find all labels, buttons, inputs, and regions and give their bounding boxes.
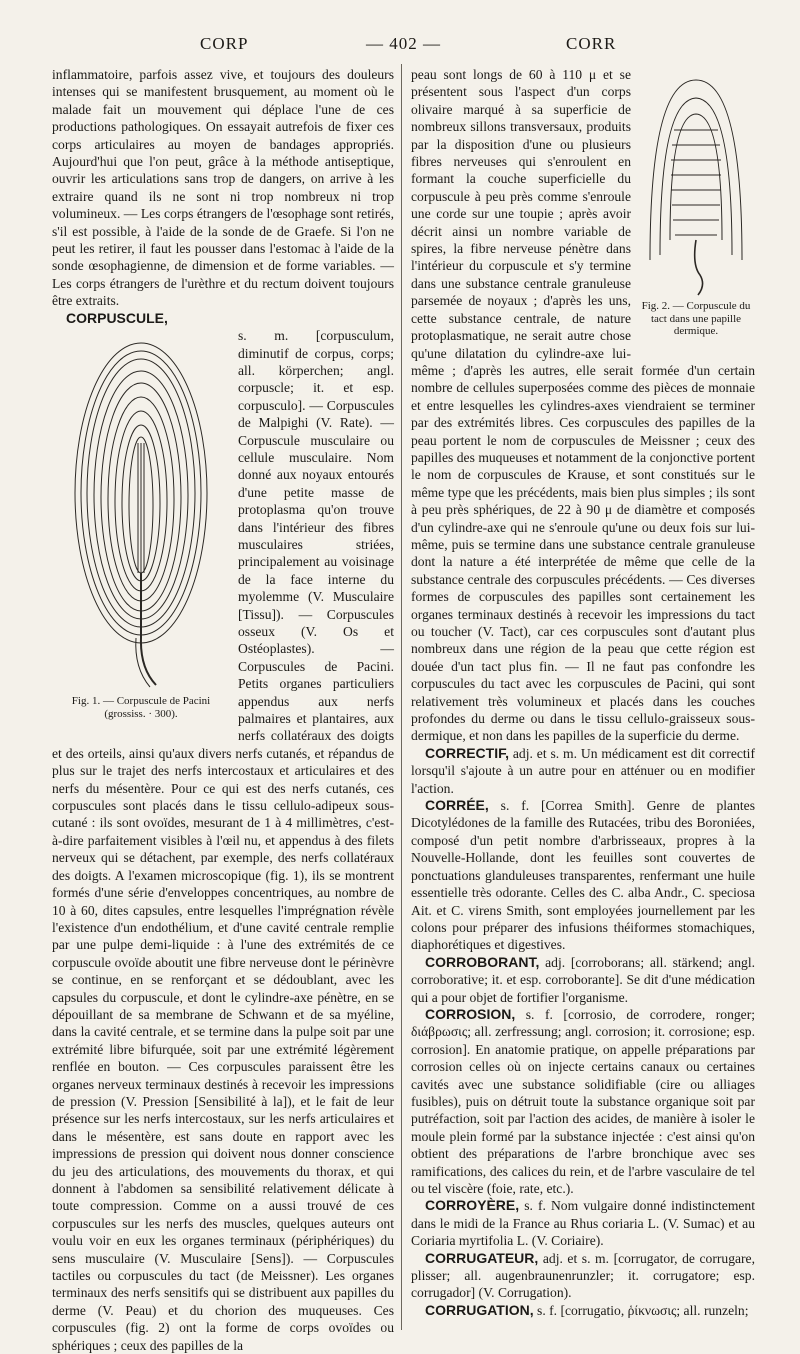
entry-corroborant — [411, 954, 755, 1006]
definition-corroborant: adj. [corroborans; all. stärkend; angl. corroborative; it. et esp. corroborante]. Se dit d'une médication qui a pour objet de fortifier l'organisme. — [411, 954, 755, 1005]
entry-corree — [411, 797, 755, 954]
entry-corpuscule — [52, 310, 394, 327]
figure-1-caption: Fig. 1. — Corpuscule de Pacini (grossiss. · 300). — [71, 695, 211, 720]
meissner-corpuscule-illustration — [640, 70, 752, 298]
right-column — [411, 66, 755, 1328]
definition-correctif: adj. et s. m. Un médicament est dit correctif lorsqu'il s'ajoute à un autre pour en atténuer ou en modifier l'action. — [411, 745, 755, 796]
left-column — [52, 66, 394, 1353]
figure-1-pacini — [52, 333, 230, 733]
running-header — [0, 34, 800, 56]
definition-corrugateur: adj. et s. m. [corrugator, de corrugare, plisser; all. augenbraunenrunzler; it. corrugatore; esp. corrugador] (V. Corrugation). — [411, 1250, 755, 1301]
entry-corrugation — [411, 1302, 755, 1319]
header-right-guideword: CORR — [566, 34, 617, 53]
header-left-guideword: CORP — [200, 34, 249, 53]
entry-corrosion — [411, 1006, 755, 1197]
definition-corroyere: s. f. Nom vulgaire donné indistinctement dans le midi de la France au Rhus coriaria L. (V. Sumac) et au Coriaria myrtifolia L. (V. Coriaire). — [411, 1198, 755, 1249]
headword-corrosion: CORROSION, — [425, 1005, 516, 1022]
page-number: — 402 — — [366, 34, 441, 53]
entry-corroyere — [411, 1197, 755, 1249]
headword-correctif: CORRECTIF, — [425, 744, 509, 761]
definition-corpuscule: s. m. [corpusculum, diminutif de corpus, corps; all. körperchen; angl. corpuscle; it. et esp. corpusculo]. — Corpuscules de Malpighi (V. Rate). — Corpuscule musculaire ou cellule musculaire. Nom donné aux noyaux entourés d'une petite masse de protoplasma qu'on trouve dans l'intérieur des fibres musculaires striées, principalement au voisinage de la face interne du myolemme (V. Musculaire [Tissu]). — Corpuscules osseux (V. Os et Ostéoplastes). — Corpuscules de Pacini. Petits organes particuliers appendus aux nerfs palmaires et plantaires, aux nerfs collatéraux des doigts et des orteils, ainsi qu'aux divers nerfs cutanés, et répandus de plus sur le trajet des nerfs intercostaux et articulaires et des nerfs du mésentère. Pour ce qui est des nerfs cutanés, ces corpuscules sont placés dans le tissu cellulo-adipeux sous-cutané : ils sont ovoïdes, mesurant de 1 à 4 millimètres, c'est-à-dire parfaitement visibles à l'œil nu, et appendus à des filets nerveux qui se détachent, par exemple, des nerfs collatéraux des doigts. A l'examen microscopique (fig. 1), ils se montrent formés d'une série d'enveloppes concentriques, au nombre de 10 à 60, dites capsules, entre lesquelles l'imprégnation révèle l'existence d'un endothélium, et d'une cavité centrale remplie par une pulpe demi-liquide : à l'une des extrémités de ce corpuscule ovoïde aboutit une fibre nerveuse dont le périnèvre se continue, en se renforçant et se dédoublant, avec les capsules du corpuscule, et dont le cylindre-axe pénètre, en se dépouillant de sa membrane de Schwann et de sa myéline, dans la cavité centrale, et se termine dans la pulpe soit par une extrémité libre bifurquée, soit par une extrémité légèrement renflée en bouton. — Ces corpuscules paraissent être les organes nerveux terminaux destinés à recevoir les impressions de pression (V. Pression [Sensibilité à la]), et le fait de leur présence sur les nerfs intercostaux, sur les nerfs articulaires et dans le mésentère, est sans doute en rapport avec les impressions de pression qui doivent nous donner conscience du jeu des articulations, des mouvements du thorax, et qui donnent à l'abdomen sa sensibilité relativement délicate à toute compression. Comme on a aussi trouvé de ces corpuscules sur les nerfs des muscles, quelques auteurs ont voulu voir en eux les organes terminaux (périphériques) du sens musculaire (V. Musculaire [Sens]). — Corpuscules tactiles ou corpuscules du tact (de Meissner). Les organes terminaux des nerfs sensitifs qui se distribuent aux papilles du derme (V. Peau) et du chorion des muqueuses. Ces corpuscules (fig. 2) ont la forme de corps ovoïdes ou sphériques ; ceux des papilles de la — [52, 328, 394, 1353]
headword-corpuscule: CORPUSCULE, — [66, 309, 168, 326]
entry-correctif — [411, 745, 755, 797]
headword-corroborant: CORROBORANT, — [425, 953, 540, 970]
entry-corrugateur — [411, 1250, 755, 1302]
column-divider — [401, 64, 402, 1330]
headword-corrugation: CORRUGATION, — [425, 1301, 534, 1318]
headword-corree: CORRÉE, — [425, 797, 489, 814]
figure-2-meissner — [637, 70, 755, 342]
definition-corrugation: s. f. [corrugatio, ῥίκνωσις; all. runzeln; — [537, 1302, 749, 1318]
headword-corrugateur: CORRUGATEUR, — [425, 1249, 539, 1266]
pacini-corpuscule-illustration — [66, 333, 216, 693]
paragraph-meissner: peau sont longs de 60 à 110 μ et se présentent sous l'aspect d'un corps olivaire marqué à sa superficie de nombreux sillons transversaux, produits par la disposition d'une ou plusieurs fibres nerveuses qui s'enroulent en formant la couche superficielle du corpuscule à peu près comme s'enroule une corde sur une toupie ; après avoir décrit ainsi un nombre variable de spires, la fibre nerveuse pénètre dans l'intérieur du corpuscule et s'y termine dans une substance centrale granuleuse parsemée de noyaux ; d'après les uns, cette substance centrale, de nature protoplasmatique, ne serait autre chose qu'une dilatation du cylindre-axe lui-même ; d'après les autres, elle serait formée d'un certain nombre de cellules superposées comme des pièces de monnaie et entre lesquelles les cylindres-axes viendraient se terminer par des extrémités libres. Ces corpuscules des papilles de la peau portent le nom de corpuscules de Meissner ; ceux des papilles des muqueuses et notamment de la conjonctive portent le nom de corpuscules de Krause, et sont constitués sur le même type que les précédents, mais bien plus simples ; ils sont à peu près sphériques, de 22 à 90 μ de diamètre et composés d'un cylindre-axe qui ne s'enroule qu'une ou deux fois sur lui-même, puis se termine dans une substance centrale granuleuse dont la nature a été interprétée de même que celle de la substance centrale des corpuscules précédents. — Ces diverses formes de corpuscules des papilles sont certainement les organes terminaux destinés à recevoir les impressions du tact ou toucher (V. Tact), car ces corpuscules sont d'autant plus nombreux dans une région de la peau que cette région est douée d'un tact plus fin. — Il ne faut pas confondre les corpuscules du tact avec les corpuscules de Pacini, qui sont relativement très volumineux et placés dans les couches profondes du derme ou dans le tissu cellulo-graisseux sous-dermique, et non dans les papilles de la superficie du derme. — [411, 67, 755, 744]
paragraph-corps-etrangers: inflammatoire, parfois assez vive, et toujours des douleurs intenses qui se manifestent brusquement, au moment où le malade fait un mouvement qui déplace l'une de ces productions pathologiques. On essayait autrefois de fixer ces corps articulaires au moyen de bandages appropriés. Aujourd'hui que l'on peut, grâce à la méthode antiseptique, ouvrir les articulations sans trop de dangers, on arrive à les extraire quand ils ne sont ni trop nombreux ni trop volumineux. — Les corps étrangers de l'œsophage sont retirés, s'il est possible, à l'aide de la sonde de de Graefe. Si l'on ne peut les retirer, il faut les pousser dans l'estomac à l'aide de la sonde œsophagienne, de dimension et de forme variables. — Les corps étrangers de l'urèthre et du rectum doivent toujours être extraits. — [52, 67, 394, 309]
definition-corree: s. f. [Correa Smith]. Genre de plantes Dicotylédones de la famille des Rutacées, tribu des Boroniées, composé d'un petit nombre d'arbrisseaux, propres à la Nouvelle-Hollande, dont les feuilles sont couvertes de ponctuations glanduleuses transparentes, renfermant une huile essentielle très odorante. Celles des C. alba Andr., C. speciosa Ait. et C. virens Smith, sont employées journellement par les colons pour préparer des infusions théiformes stomachiques, diaphorétiques et digestives. — [411, 798, 755, 953]
headword-corroyere: CORROYÈRE, — [425, 1197, 520, 1214]
definition-corrosion: s. f. [corrosio, de corrodere, ronger; διάβρωσις; all. zerfressung; angl. corrosion; it. corrosione; esp. corrosion]. En anatomie pratique, on appelle préparations par corrosion celles où on injecte certains canaux ou certaines cavités avec une substance solidifiable (cire ou alliages fusibles), puis on détruit toute la substance organique soit par putréfaction, soit par l'action des acides, de manière à isoler le moule plein formé par la substance injectée : c'est ainsi qu'on obtient des préparations de l'arbre bronchique avec ses ramifications, des calices du rein, et de l'arbre vasculaire de tel ou tel viscère (foie, rate, etc.). — [411, 1006, 755, 1196]
figure-2-caption: Fig. 2. — Corpuscule du tact dans une papille dermique. — [641, 300, 751, 337]
